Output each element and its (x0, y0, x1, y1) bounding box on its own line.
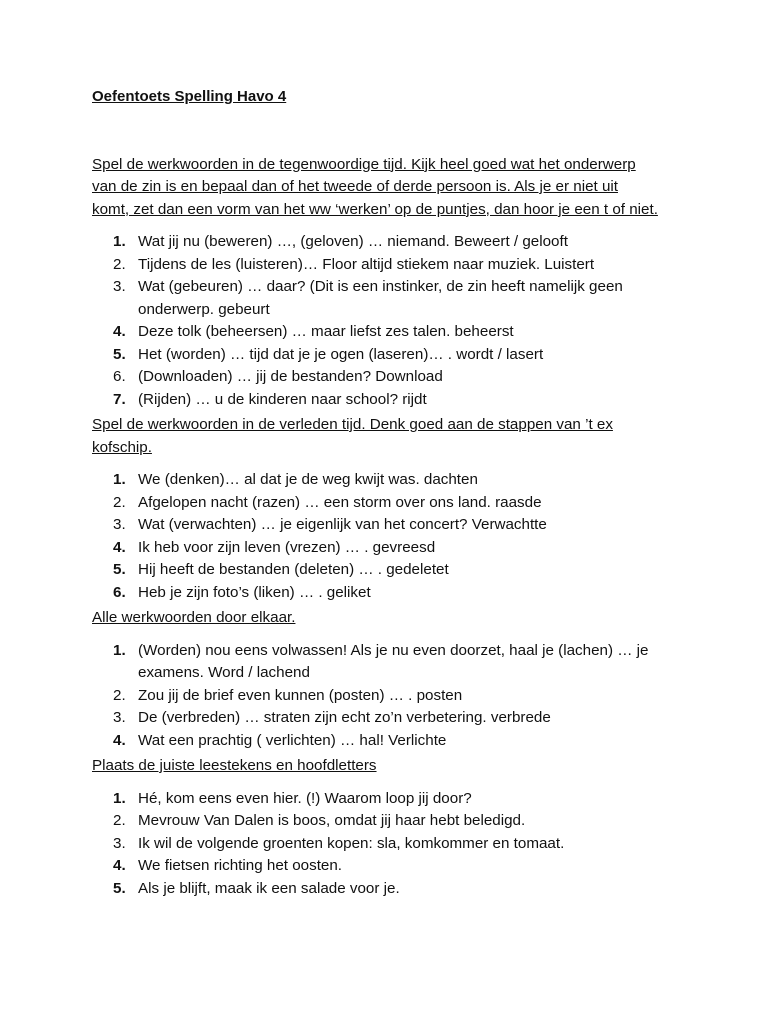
list-item (92, 878, 668, 901)
item-number: 2. (113, 812, 126, 829)
section-instruction: Alle werkwoorden door elkaar. (92, 609, 296, 626)
list-item (92, 788, 668, 811)
item-number: 3. (113, 834, 126, 852)
item-number: 6. (113, 583, 126, 601)
item-text: Deze tolk (beheersen) … maar liefst zes talen. beheerst (138, 323, 514, 340)
list-item (92, 537, 668, 560)
item-text: Hij heeft de bestanden (deleten) … . gedeletet (138, 561, 449, 578)
item-text: Ik wil de volgende groenten kopen: sla, komkommer en tomaat. (138, 834, 565, 852)
list-item (92, 492, 668, 515)
exercise-section (92, 414, 728, 604)
page-title: Oefentoets Spelling Havo 4 (92, 88, 287, 105)
item-text: (Worden) nou eens volwassen! Als je nu even doorzet, haal je (lachen) … je examens. Word / lachend (138, 641, 649, 681)
section-instruction: Spel de werkwoorden in de verleden tijd. Denk goed aan de stappen van ’t ex kofschip. (92, 416, 613, 456)
item-number: 1. (113, 233, 126, 250)
item-text: De (verbreden) … straten zijn echt zo’n verbetering. verbrede (138, 709, 551, 726)
item-text: Hé, kom eens even hier. (!) Waarom loop jij door? (138, 789, 472, 807)
item-text: Wat (gebeuren) … daar? (Dit is een instinker, de zin heeft namelijk geen onderwerp. gebeurt (138, 278, 623, 318)
item-number: 1. (113, 471, 126, 488)
exercise-section (92, 154, 728, 412)
item-number: 4. (113, 857, 126, 874)
item-text: (Rijden) … u de kinderen naar school? rijdt (138, 390, 427, 408)
item-text: Het (worden) … tijd dat je je ogen (laseren)… . wordt / lasert (138, 345, 544, 363)
item-number: 6. (113, 368, 126, 385)
list-item (92, 321, 668, 344)
item-number: 3. (113, 516, 126, 533)
list-item (92, 855, 668, 878)
item-text: Heb je zijn foto’s (liken) … . geliket (138, 583, 371, 601)
item-text: Wat een prachtig ( verlichten) … hal! Verlichte (138, 731, 447, 749)
list-item (92, 469, 668, 492)
exercise-list (92, 469, 728, 604)
item-text: Als je blijft, maak ik een salade voor je. (138, 879, 400, 897)
item-text: Tijdens de les (luisteren)… Floor altijd stiekem naar muziek. Luistert (138, 255, 595, 273)
item-number: 4. (113, 323, 126, 340)
item-text: Afgelopen nacht (razen) … een storm over ons land. raasde (138, 493, 542, 511)
item-text: Zou jij de brief even kunnen (posten) … . posten (138, 686, 463, 704)
list-item (92, 389, 668, 412)
list-item (92, 685, 668, 708)
item-number: 5. (113, 879, 126, 897)
list-item (92, 254, 668, 277)
list-item (92, 810, 668, 833)
item-number: 2. (113, 493, 126, 511)
list-item (92, 707, 668, 730)
item-number: 3. (113, 278, 126, 295)
list-item (92, 366, 668, 389)
list-item (92, 344, 668, 367)
item-number: 5. (113, 561, 126, 578)
item-text: Wat jij nu (beweren) …, (geloven) … niemand. Beweert / gelooft (138, 233, 568, 250)
section-instruction: Plaats de juiste leestekens en hoofdletters (92, 757, 377, 774)
list-item (92, 833, 668, 856)
exercise-section (92, 607, 728, 752)
item-text: Wat (verwachten) … je eigenlijk van het concert? Verwachtte (138, 516, 547, 533)
item-number: 1. (113, 789, 126, 807)
list-item (92, 231, 668, 254)
item-number: 4. (113, 538, 126, 556)
item-number: 2. (113, 686, 126, 704)
item-number: 1. (113, 641, 126, 659)
list-item (92, 276, 668, 321)
exercise-list (92, 788, 728, 901)
item-number: 2. (113, 255, 126, 273)
item-number: 5. (113, 345, 126, 363)
item-text: Mevrouw Van Dalen is boos, omdat jij haar hebt beledigd. (138, 812, 526, 829)
item-text: We fietsen richting het oosten. (138, 857, 343, 874)
section-instruction: Spel de werkwoorden in de tegenwoordige tijd. Kijk heel goed wat het onderwerp van de zin is en bepaal dan of het tweede of derde persoon is. Als je er niet uit komt, zet dan een vorm van het ww ‘werken’ op de puntjes, dan hoor je een t of niet. (92, 155, 658, 218)
list-item (92, 559, 668, 582)
exercise-sections (92, 154, 728, 901)
exercise-list (92, 640, 728, 753)
item-number: 7. (113, 390, 126, 408)
exercise-list (92, 231, 728, 411)
item-text: (Downloaden) … jij de bestanden? Download (138, 368, 443, 385)
list-item (92, 640, 668, 685)
item-number: 4. (113, 731, 126, 749)
list-item (92, 514, 668, 537)
list-item (92, 582, 668, 605)
item-text: We (denken)… al dat je de weg kwijt was. dachten (138, 471, 478, 488)
list-item (92, 730, 668, 753)
item-number: 3. (113, 709, 126, 726)
item-text: Ik heb voor zijn leven (vrezen) … . gevreesd (138, 538, 436, 556)
exercise-section (92, 755, 728, 900)
